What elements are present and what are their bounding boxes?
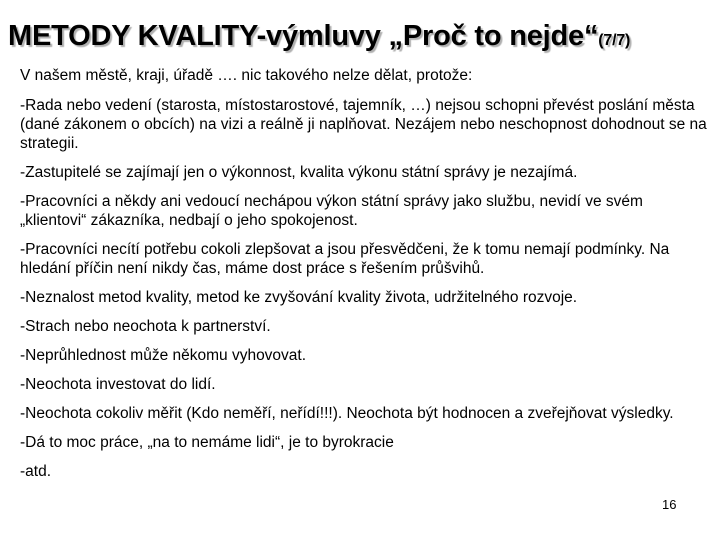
list-item: -Neznalost metod kvality, metod ke zvyšování kvality života, udržitelného rozvoje. — [20, 289, 578, 306]
page-number: 16 — [662, 497, 677, 512]
list-item: -Neprůhlednost může někomu vyhovovat. — [20, 347, 307, 364]
list-item: -Pracovníci a někdy ani vedoucí nechápou výkon státní správy jako službu, nevidí ve svém „klientovi“ zákazníka, nedbají o jeho spokojenost. — [20, 193, 643, 229]
slide-title — [8, 20, 630, 53]
slide-title-part: (7/7) — [598, 32, 631, 49]
slide-title-text: METODY KVALITY-výmluvy „Proč to nejde“ — [8, 20, 599, 52]
intro-text: V našem městě, kraji, úřadě …. nic takového nelze dělat, protože: — [20, 67, 473, 84]
list-item: -Dá to moc práce, „na to nemáme lidi“, je to byrokracie — [20, 434, 394, 451]
slide-body — [20, 66, 710, 491]
list-item: -Zastupitelé se zajímají jen o výkonnost, kvalita výkonu státní správy je nezajímá. — [20, 164, 578, 181]
list-item: -atd. — [20, 463, 52, 480]
list-item: -Pracovníci necítí potřebu cokoli zlepšovat a jsou přesvědčeni, že k tomu nemají podmínky. Na hledání příčin není nikdy čas, máme dost práce s řešením průšvihů. — [20, 241, 670, 277]
list-item: -Strach nebo neochota k partnerství. — [20, 318, 271, 335]
list-item: -Neochota cokoliv měřit (Kdo neměří, neřídí!!!). Neochota být hodnocen a zveřejňovat výsledky. — [20, 405, 674, 422]
list-item: -Neochota investovat do lidí. — [20, 376, 216, 393]
list-item: -Rada nebo vedení (starosta, místostarostové, tajemník, …) nejsou schopni převést poslání města (dané zákonem o obcích) na vizi a reálně ji naplňovat. Nezájem nebo neschopnost dohodnout se na strategii. — [20, 97, 707, 152]
